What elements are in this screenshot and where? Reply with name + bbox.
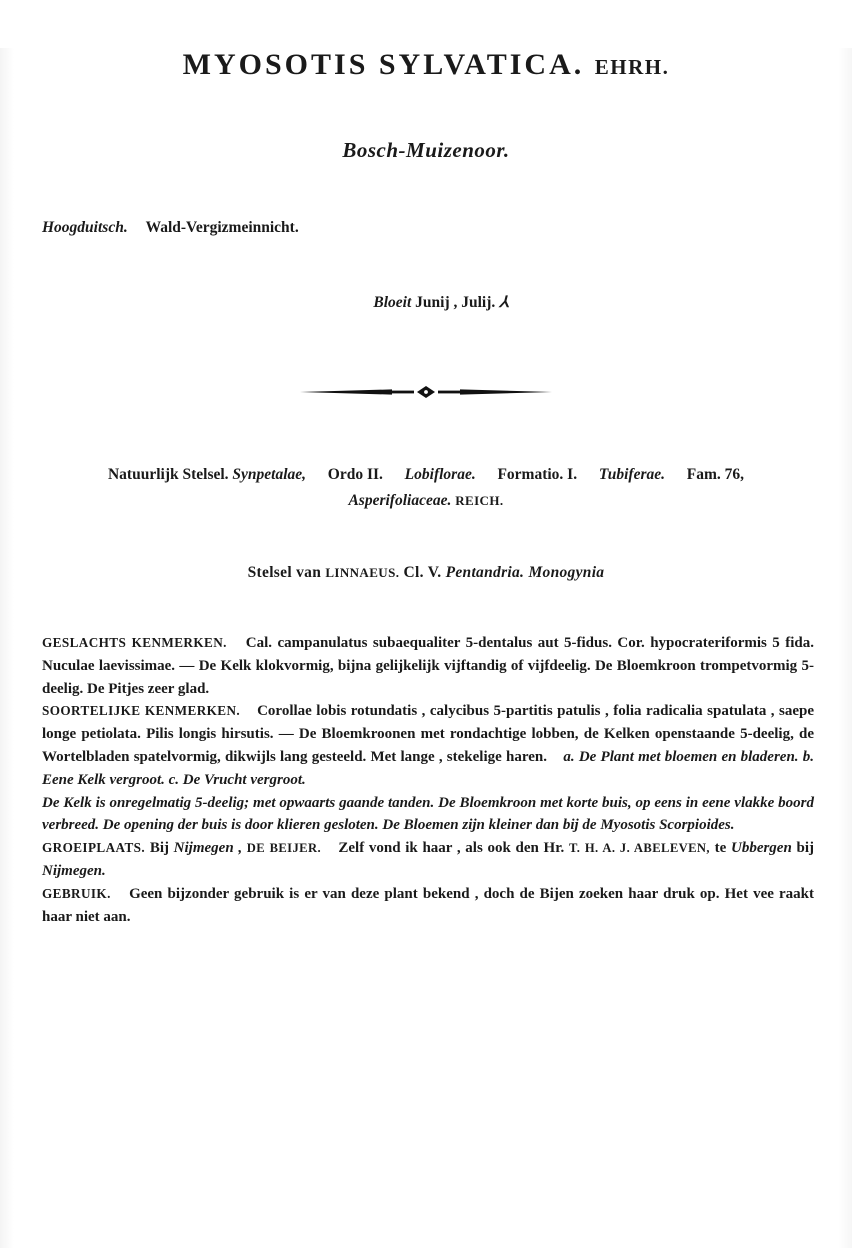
paragraph-use [42, 883, 814, 929]
species-characters-dutch: de Kelken openstaande 5-deelig, de Wortelbladen spatelvormig, dikwijls lang gesteeld. Met lange , stekelige haren. [42, 726, 814, 765]
locality-place-3: Nijmegen. [42, 862, 106, 879]
natural-system-family-author: REICH. [455, 493, 504, 508]
perennial-symbol: ⅄ [499, 294, 509, 311]
natural-system-family-name: Asperifoliaceae. [348, 492, 452, 509]
linnaean-order-name: Monogynia [528, 564, 605, 581]
german-name-line [42, 219, 852, 237]
linnaean-author: LINNAEUS. [325, 565, 400, 580]
species-characters-latin: Corollae lobis rotundatis , calycibus 5-partitis patulis , folia radicalia spatulata , saepe longe petiolata. Pilis longis hirsutis. — De Bloemkroonen met rondachtige lobben, [42, 703, 815, 743]
page-title [0, 48, 852, 82]
genus-characters-text: Cal. campanulatus subaequaliter 5-dentalus aut 5-fidus. Cor. hypocrateriformis 5 fida. Nuculae laevissimae. — De Kelk klokvormig, bijna gelijkelijk vijftandig of vijfdeelig. De Bloemkroon trompetvormig 5-deelig. De Pitjes zeer glad. [42, 635, 814, 697]
paragraph-species-characters [42, 700, 814, 791]
genus-characters-label: GESLACHTS KENMERKEN. [42, 635, 227, 650]
natural-system-family-number: Fam. 76, [686, 466, 745, 483]
natural-system-ordo: Ordo II. [327, 466, 383, 483]
linnaean-class-name: Pentandria. [445, 564, 525, 581]
locality-place-2: Ubbergen [730, 840, 792, 857]
paragraph-genus-characters [42, 632, 814, 700]
title-species: MYOSOTIS SYLVATICA. [182, 48, 585, 81]
locality-text-after: te [714, 840, 727, 857]
title-authority: EHRH. [594, 55, 670, 79]
natural-system-subclass: Synpetalae, [232, 466, 307, 483]
use-text: Geen bijzonder gebruik is er van deze plant bekend , doch de Bijen zoeken haar druk op. Het vee raakt haar niet aan. [42, 885, 815, 925]
species-characters-figures: a. De Plant met bloemen en bladeren. b. Eene Kelk vergroot. c. De Vrucht vergroot. [42, 748, 815, 788]
locality-text-before: Bij [149, 840, 169, 857]
natural-system-block [0, 466, 852, 510]
german-value: Wald-Vergizmeinnicht. [145, 219, 299, 236]
page-edge-shadow-left [0, 48, 14, 1248]
divider-icon [296, 384, 556, 400]
linnaean-prefix: Stelsel van [247, 564, 322, 581]
locality-text-middle: Zelf vond ik haar , als ook den Hr. [338, 840, 565, 857]
natural-system-formatio-name: Tubiferae. [598, 466, 665, 483]
natural-system-line-2 [0, 492, 852, 510]
bloom-label: Bloeit [373, 294, 412, 311]
paragraph-locality [42, 837, 814, 883]
use-label: GEBRUIK. [42, 885, 111, 901]
linnaean-system-block [0, 564, 852, 582]
species-characters-label: SOORTELIJKE KENMERKEN. [42, 703, 241, 719]
bloom-months: Junij , Julij. [415, 294, 496, 311]
natural-system-line-1 [0, 466, 852, 484]
bloom-period-line [0, 293, 852, 312]
locality-text-end: bij [796, 840, 815, 857]
natural-system-order-name: Lobiflorae. [404, 466, 476, 483]
locality-label: GROEIPLAATS. [42, 840, 146, 856]
ornamental-divider [0, 384, 852, 400]
natural-system-prefix: Natuurlijk Stelsel. [107, 466, 229, 483]
german-label: Hoogduitsch. [42, 219, 128, 236]
document-page [0, 48, 852, 1248]
dutch-vernacular-name: Bosch-Muizenoor. [342, 138, 510, 162]
locality-collector-1: DE BEIJER. [246, 841, 322, 856]
body-text [42, 632, 814, 928]
natural-system-formatio: Formatio. I. [497, 466, 578, 483]
paragraph-description-italic: De Kelk is onregelmatig 5-deelig; met opwaarts gaande tanden. De Bloemkroon met korte buis, op eens in eene vlakke boord verbreed. De opening der buis is door klieren gesloten. De Bloemen zijn kleiner dan bij de Myosotis Scorpioides. [42, 794, 814, 834]
linnaean-classis: Cl. V. [403, 564, 442, 581]
locality-collector-2: T. H. A. J. ABELEVEN, [568, 841, 710, 856]
locality-place-1: Nijmegen , [173, 840, 243, 857]
